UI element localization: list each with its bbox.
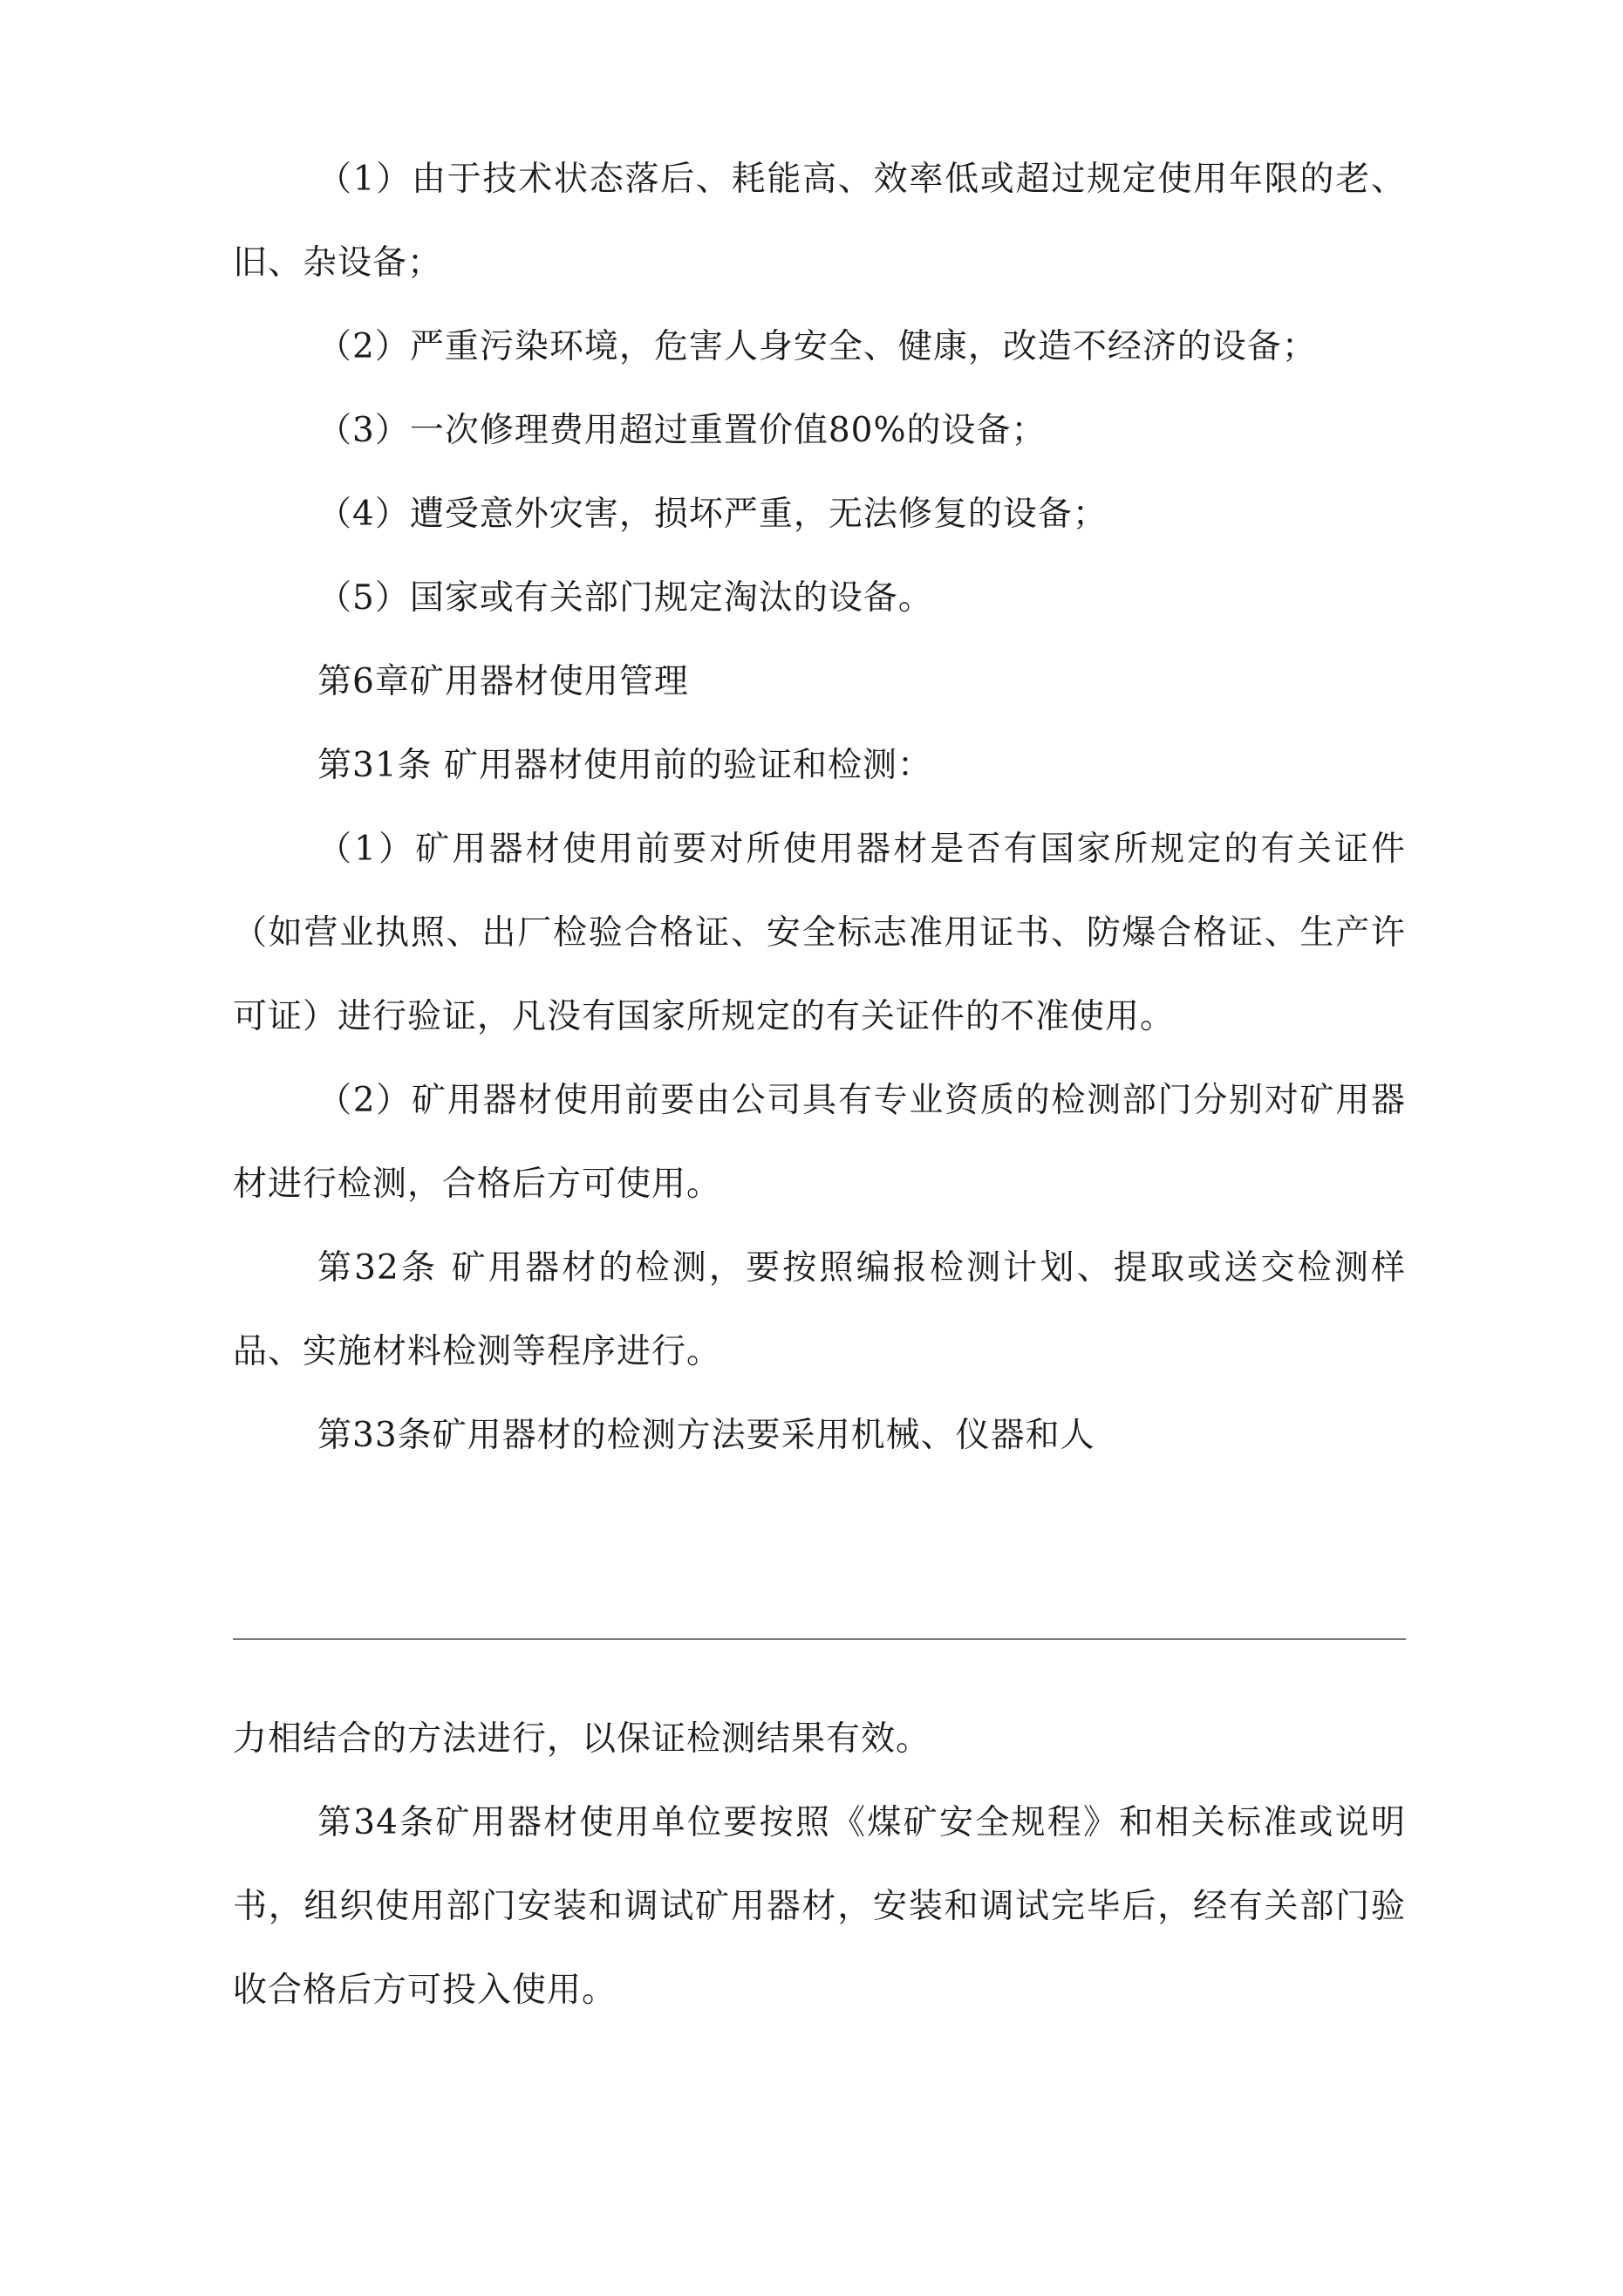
- article-33-continued: 力相结合的方法进行，以保证检测结果有效。: [233, 1719, 931, 1759]
- article-31-heading: 第31条 矿用器材使用前的验证和检测：: [317, 746, 933, 785]
- lower-page-text: [233, 1698, 1406, 2033]
- paragraph-item-1: （1）由于技术状态落后、耗能高、效率低或超过规定使用年限的老、旧、杂设备；: [233, 160, 1406, 283]
- article-31-item-2: （2）矿用器材使用前要由公司具有专业资质的检测部门分别对矿用器材进行检测，合格后方可使用。: [233, 1081, 1406, 1204]
- paragraph-item-4: （4）遭受意外灾害，损坏严重，无法修复的设备；: [317, 495, 1108, 534]
- chapter-heading: 第6章矿用器材使用管理: [317, 662, 689, 701]
- article-31-item-1: （1）矿用器材使用前要对所使用器材是否有国家所规定的有关证件（如营业执照、出厂检验合格证、安全标志准用证书、防爆合格证、生产许可证）进行验证，凡没有国家所规定的有关证件的不准使用。: [233, 830, 1406, 1036]
- upper-page-text: [233, 138, 1406, 1478]
- article-34: 第34条矿用器材使用单位要按照《煤矿安全规程》和相关标准或说明书，组织使用部门安装和调试矿用器材，安装和调试完毕后，经有关部门验收合格后方可投入使用。: [233, 1803, 1406, 2010]
- paragraph-item-5: （5）国家或有关部门规定淘汰的设备。: [317, 578, 933, 618]
- paragraph-item-3: （3）一次修理费用超过重置价值80%的设备；: [317, 411, 1047, 450]
- page-divider: [233, 1638, 1406, 1640]
- paragraph-item-2: （2）严重污染环境，危害人身安全、健康，改造不经济的设备；: [317, 327, 1317, 366]
- article-32: 第32条 矿用器材的检测，要按照编报检测计划、提取或送交检测样品、实施材料检测等程序进行。: [233, 1248, 1406, 1371]
- article-33-start: 第33条矿用器材的检测方法要采用机械、仪器和人: [317, 1416, 1095, 1455]
